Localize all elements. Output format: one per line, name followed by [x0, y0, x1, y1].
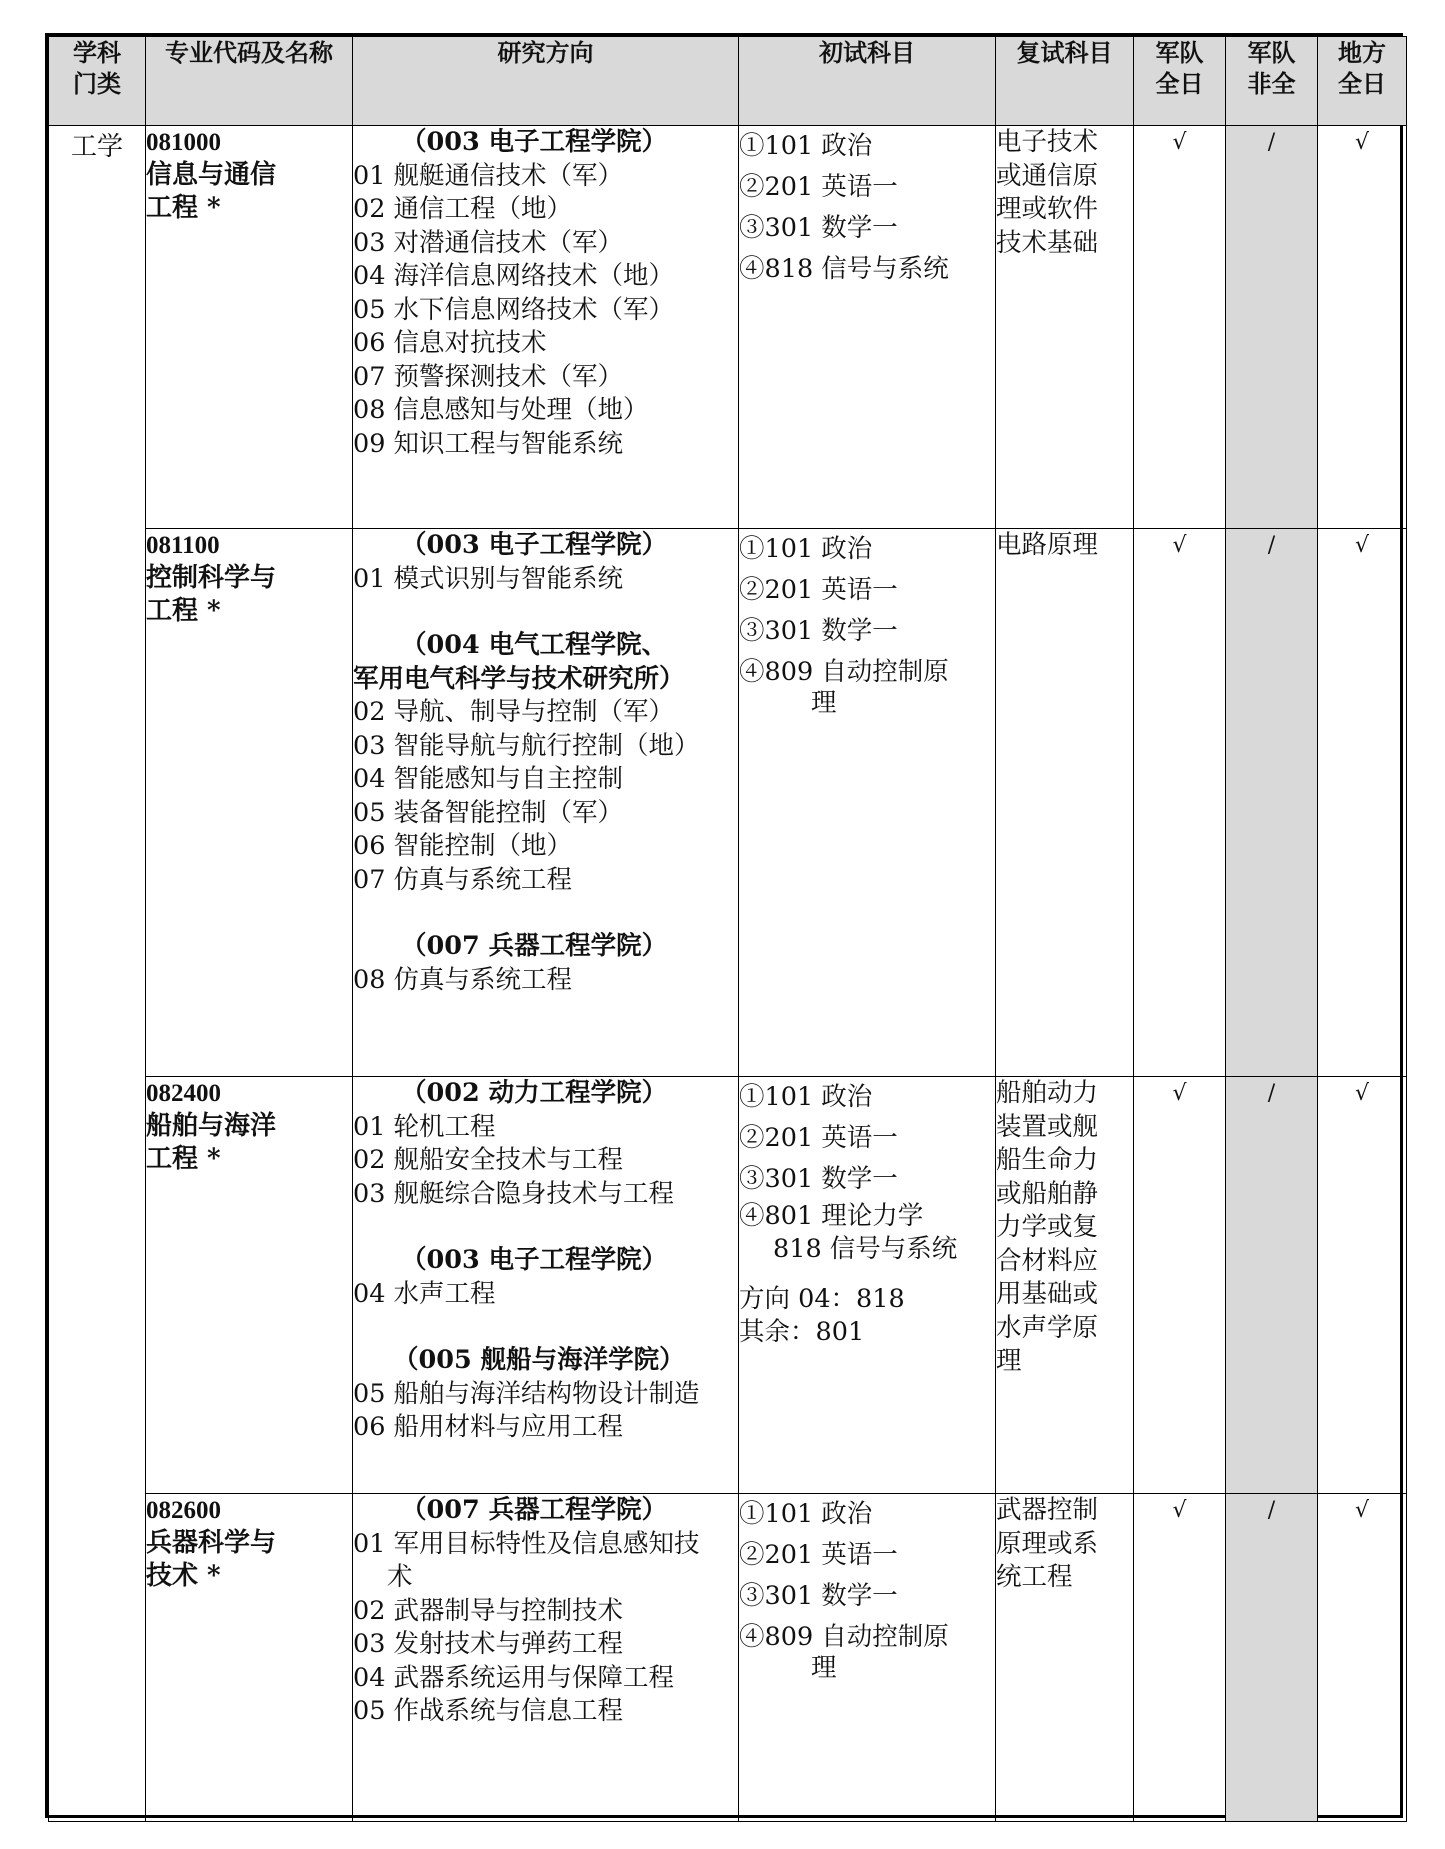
exam-subject: ④809 自动控制原 [739, 657, 949, 687]
direction-item: 06 船用材料与应用工程 [353, 1412, 624, 1442]
direction-item: 07 仿真与系统工程 [353, 864, 573, 895]
direction-cell [353, 1077, 739, 1494]
exam-subject: ②201 英语一 [739, 575, 898, 605]
exam-subject: ①101 政治 [739, 534, 873, 564]
exam-subject: ②201 英语一 [739, 1123, 898, 1153]
mil-full-mark: √ [1134, 1494, 1226, 1822]
header-first-exam: 初试科目 [739, 37, 996, 126]
header-mil-full: 军队全日 [1134, 37, 1226, 126]
school-name: （005 舰船与海洋学院） [393, 1345, 685, 1375]
mil-full-mark: √ [1134, 1077, 1226, 1494]
exam-subject: ②201 英语一 [739, 1540, 898, 1570]
major-code: 081100 [146, 532, 220, 559]
direction-item: 01 模式识别与智能系统 [353, 563, 624, 594]
school-name: （007 兵器工程学院） [401, 931, 668, 961]
retest-cell [996, 126, 1134, 529]
major-name: 船舶与海洋工程 * [146, 1111, 277, 1174]
direction-item: 02 舰船安全技术与工程 [353, 1145, 624, 1175]
school-name: （003 电子工程学院） [401, 530, 668, 560]
direction-cell [353, 529, 739, 1077]
mil-part-mark: / [1226, 1077, 1318, 1494]
local-full-mark: √ [1318, 1077, 1407, 1494]
major-cell [146, 1077, 353, 1494]
direction-item: 04 水声工程 [353, 1278, 496, 1309]
exam-subject: ①101 政治 [739, 1082, 873, 1112]
major-code: 082600 [146, 1497, 221, 1524]
exam-subject: ①101 政治 [739, 1499, 873, 1529]
header-retest: 复试科目 [996, 37, 1134, 126]
major-name: 兵器科学与技术 * [146, 1528, 277, 1591]
major-name: 控制科学与工程 * [146, 563, 277, 626]
table-row [49, 529, 1407, 1077]
retest-cell [996, 529, 1134, 1077]
retest-subject: 船舶动力装置或舰船生命力或船舶静力学或复合材料应用基础或水声学原理 [996, 1078, 1099, 1376]
first-exam-cell [739, 1494, 996, 1822]
header-direction: 研究方向 [353, 37, 739, 126]
major-code: 082400 [146, 1080, 221, 1107]
local-full-mark: √ [1318, 1494, 1407, 1822]
first-exam-cell [739, 1077, 996, 1494]
table-row [49, 1077, 1407, 1494]
mil-part-mark: / [1226, 126, 1318, 529]
retest-cell [996, 1077, 1134, 1494]
header-mil-part: 军队非全 [1226, 37, 1318, 126]
exam-subject: ④809 自动控制原 [739, 1622, 949, 1652]
header-major: 专业代码及名称 [146, 37, 353, 126]
local-full-mark: √ [1318, 529, 1407, 1077]
major-cell [146, 529, 353, 1077]
direction-item: 07 预警探测技术（军） [353, 361, 624, 392]
first-exam-cell [739, 126, 996, 529]
direction-item: 03 智能导航与航行控制（地） [353, 730, 700, 761]
mil-part-mark: / [1226, 529, 1318, 1077]
direction-item: 04 武器系统运用与保障工程 [353, 1662, 675, 1693]
direction-item: 03 发射技术与弹药工程 [353, 1629, 624, 1659]
direction-item: 08 信息感知与处理（地） [353, 395, 649, 425]
first-exam-cell [739, 529, 996, 1077]
mil-part-mark: / [1226, 1494, 1318, 1822]
school-name: （003 电子工程学院） [401, 127, 668, 157]
direction-item: 06 智能控制（地） [353, 831, 573, 861]
major-cell [146, 1494, 353, 1822]
school-name: （007 兵器工程学院） [401, 1495, 668, 1525]
school-name: （004 电气工程学院、 [401, 630, 668, 660]
direction-item: 03 舰艇综合隐身技术与工程 [353, 1178, 675, 1209]
direction-item: 05 装备智能控制（军） [353, 797, 624, 828]
retest-cell [996, 1494, 1134, 1822]
direction-item: 04 海洋信息网络技术（地） [353, 261, 675, 291]
exam-subject: ③301 数学一 [739, 616, 898, 646]
direction-item: 01 轮机工程 [353, 1111, 496, 1142]
exam-subject-cont: 理 [811, 688, 837, 718]
direction-item: 05 作战系统与信息工程 [353, 1696, 624, 1726]
retest-subject: 电路原理 [996, 530, 1099, 560]
direction-item: 08 仿真与系统工程 [353, 964, 573, 995]
program-table [48, 36, 1407, 1822]
school-name: （002 动力工程学院） [401, 1078, 668, 1108]
direction-item: 05 水下信息网络技术（军） [353, 294, 675, 325]
direction-item: 05 船舶与海洋结构物设计制造 [353, 1378, 700, 1409]
table-header-row [49, 37, 1407, 126]
exam-subject-alt: 818 信号与系统 [773, 1234, 958, 1264]
direction-item: 01 军用目标特性及信息感知技 [353, 1528, 700, 1559]
local-full-mark: √ [1318, 126, 1407, 529]
exam-subject: ④801 理论力学 [739, 1201, 924, 1231]
mil-full-mark: √ [1134, 126, 1226, 529]
major-code: 081000 [146, 129, 221, 156]
exam-subject: ③301 数学一 [739, 213, 898, 243]
direction-item: 03 对潜通信技术（军） [353, 227, 624, 258]
exam-subject-cont: 理 [811, 1653, 837, 1683]
direction-item-cont: 术 [387, 1562, 413, 1592]
header-local-full: 地方全日 [1318, 37, 1407, 126]
exam-note: 其余：801 [739, 1317, 865, 1347]
direction-item: 02 通信工程（地） [353, 194, 573, 224]
admission-catalog-table [45, 33, 1403, 1818]
direction-cell [353, 1494, 739, 1822]
school-name: （003 电子工程学院） [401, 1245, 668, 1275]
direction-cell [353, 126, 739, 529]
exam-subject: ④818 信号与系统 [739, 254, 949, 284]
exam-subject: ①101 政治 [739, 131, 873, 161]
exam-subject: ②201 英语一 [739, 172, 898, 202]
retest-subject: 武器控制原理或系统工程 [996, 1495, 1099, 1592]
exam-note: 方向 04：818 [739, 1284, 905, 1314]
major-cell [146, 126, 353, 529]
retest-subject: 电子技术或通信原理或软件技术基础 [996, 127, 1099, 258]
direction-item: 02 武器制导与控制技术 [353, 1595, 624, 1626]
exam-subject: ③301 数学一 [739, 1164, 898, 1194]
direction-item: 06 信息对抗技术 [353, 328, 547, 358]
direction-item: 02 导航、制导与控制（军） [353, 697, 675, 727]
exam-subject: ③301 数学一 [739, 1581, 898, 1611]
table-row [49, 1494, 1407, 1822]
header-category: 学科门类 [49, 37, 146, 126]
category-cell: 工学 [49, 126, 146, 1822]
major-name: 信息与通信工程 * [146, 160, 277, 223]
direction-item: 04 智能感知与自主控制 [353, 764, 624, 794]
direction-item: 01 舰艇通信技术（军） [353, 160, 624, 191]
mil-full-mark: √ [1134, 529, 1226, 1077]
school-name-cont: 军用电气科学与技术研究所） [353, 663, 685, 694]
table-row [49, 126, 1407, 529]
direction-item: 09 知识工程与智能系统 [353, 428, 624, 459]
